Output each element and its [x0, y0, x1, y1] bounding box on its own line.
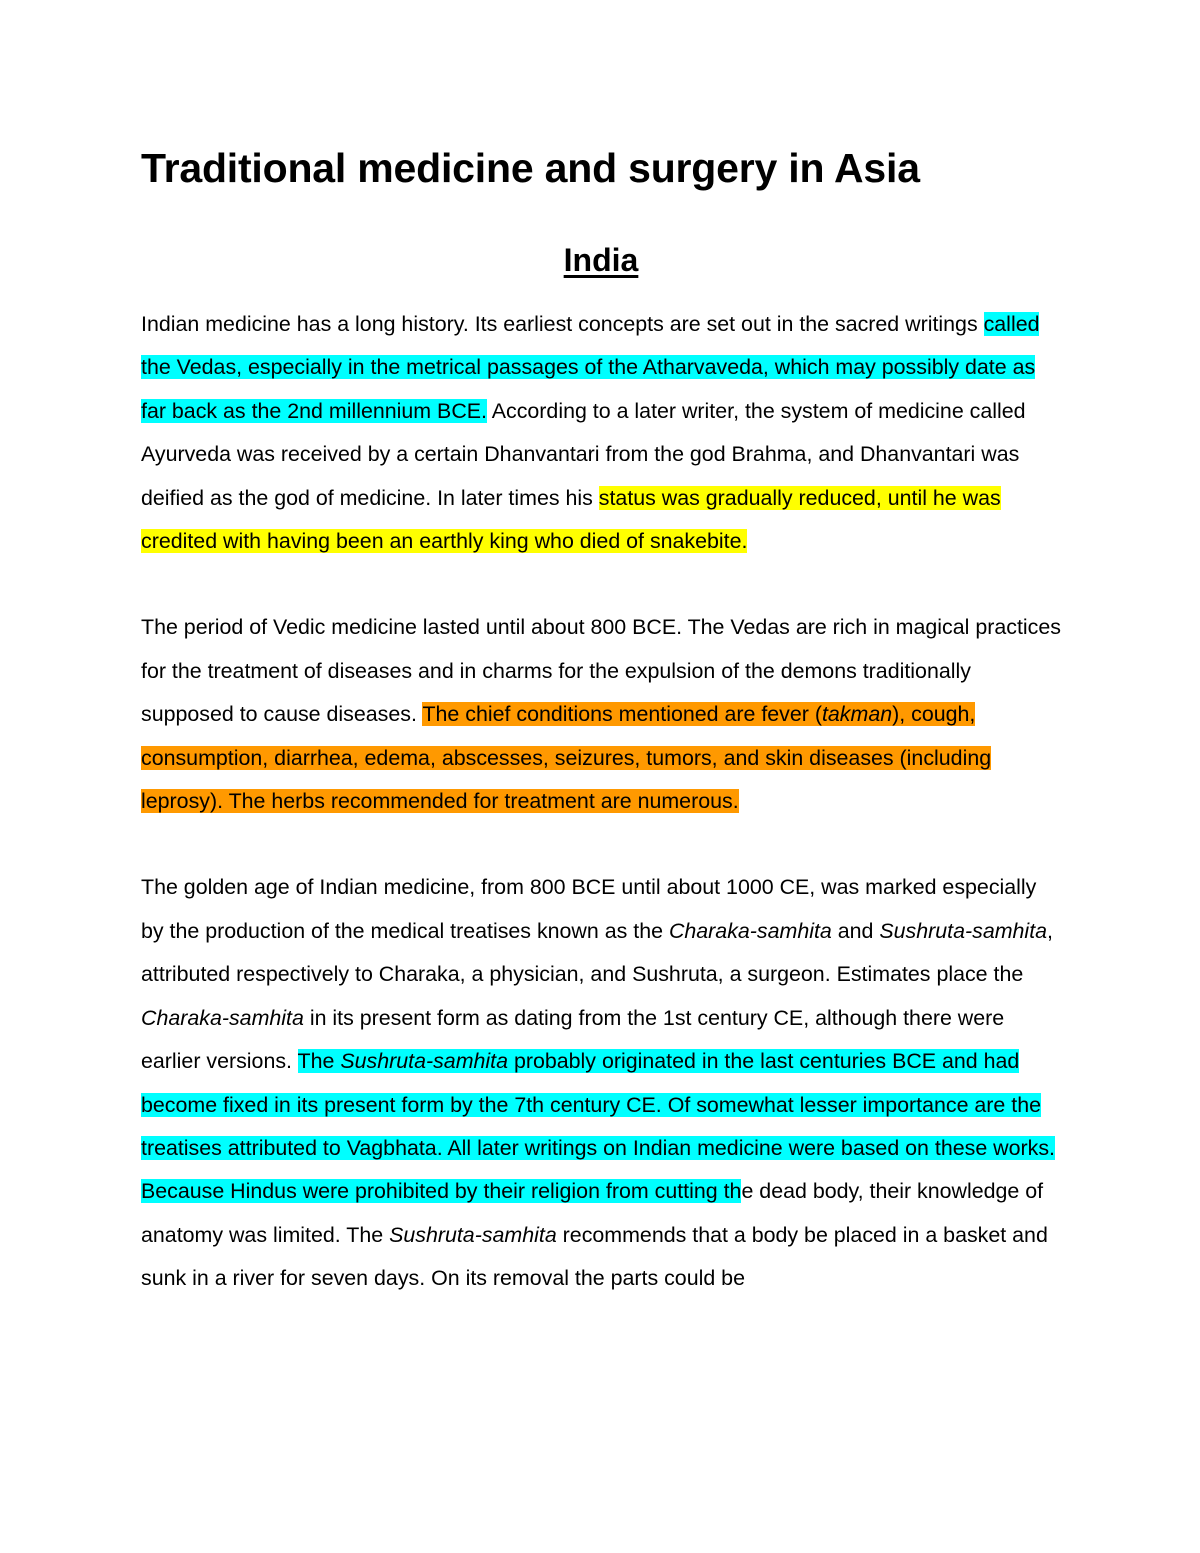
italic-term: Sushruta-samhita	[389, 1222, 557, 1247]
highlight-cyan: Because Hindus were prohibited by their religion from cutting th	[141, 1179, 742, 1204]
text-run: and	[831, 918, 880, 943]
italic-term: Charaka-samhita	[668, 918, 832, 943]
italic-term: Sushruta-samhita	[340, 1049, 508, 1074]
text-run: , attributed respectively to Charaka, a physician, and Sushruta, a surgeon. Estimates place the	[141, 918, 1053, 987]
document-title: Traditional medicine and surgery in Asia	[141, 145, 920, 191]
text-run: e dead body, their knowledge of anatomy was limited. The	[141, 1179, 1044, 1247]
text-run: The	[297, 1049, 341, 1074]
text-run: The period of Vedic medicine lasted until about 800 BCE. The Vedas are rich in magical practices for the treatment of diseases and in charms for the expulsion of the demons traditionally supposed to cause diseases.	[141, 615, 1061, 727]
document-page	[141, 142, 1061, 1301]
text-run: ), cough, consumption, diarrhea, edema, abscesses, seizures, tumors, and skin diseases (including leprosy). The herbs recommended for treatment are numerous.	[141, 702, 992, 814]
italic-term: takman	[821, 702, 893, 727]
section-heading-india: India	[563, 242, 639, 278]
highlight-cyan: called the Vedas, especially in the metrical passages of the Atharvaveda, which may possibly date as far back as the 2nd millennium BCE.	[141, 312, 1040, 423]
italic-term: Charaka-samhita	[141, 1005, 304, 1030]
paragraph-3	[141, 866, 1061, 1170]
text-run: recommends that a body be placed in a basket and sunk in a river for seven days. On its removal the parts could be	[141, 1222, 1048, 1291]
paragraph-1	[141, 303, 1061, 563]
text-run: in its present form as dating from the 1st century CE, although there were earlier versions.	[141, 1005, 1005, 1074]
paragraph-2	[141, 606, 1061, 823]
highlight-yellow: status was gradually reduced, until he was credited with having been an earthly king who died of snakebite.	[141, 485, 1001, 554]
italic-term: Sushruta-samhita	[879, 918, 1048, 943]
text-run: The golden age of Indian medicine, from 800 BCE until about 1000 CE, was marked especially by the production of the medical treatises known as the	[141, 875, 1037, 943]
text-run: The chief conditions mentioned are fever (	[422, 702, 822, 727]
text-run: probably originated in the last centuries BCE and had become fixed in its present form by the 7th century CE. Of somewhat lesser importance are the treatises attributed to Vagbhata. All later writings on Indian medicine were based on these works.	[141, 1049, 1055, 1160]
paragraph-4	[141, 1170, 1061, 1300]
text-run: Indian medicine has a long history. Its earliest concepts are set out in the sacred writings	[141, 312, 984, 336]
text-run: According to a later writer, the system of medicine called Ayurveda was received by a certain Dhanvantari from the god Brahma, and Dhanvantari was deified as the god of medicine. In later times his	[141, 398, 1026, 510]
